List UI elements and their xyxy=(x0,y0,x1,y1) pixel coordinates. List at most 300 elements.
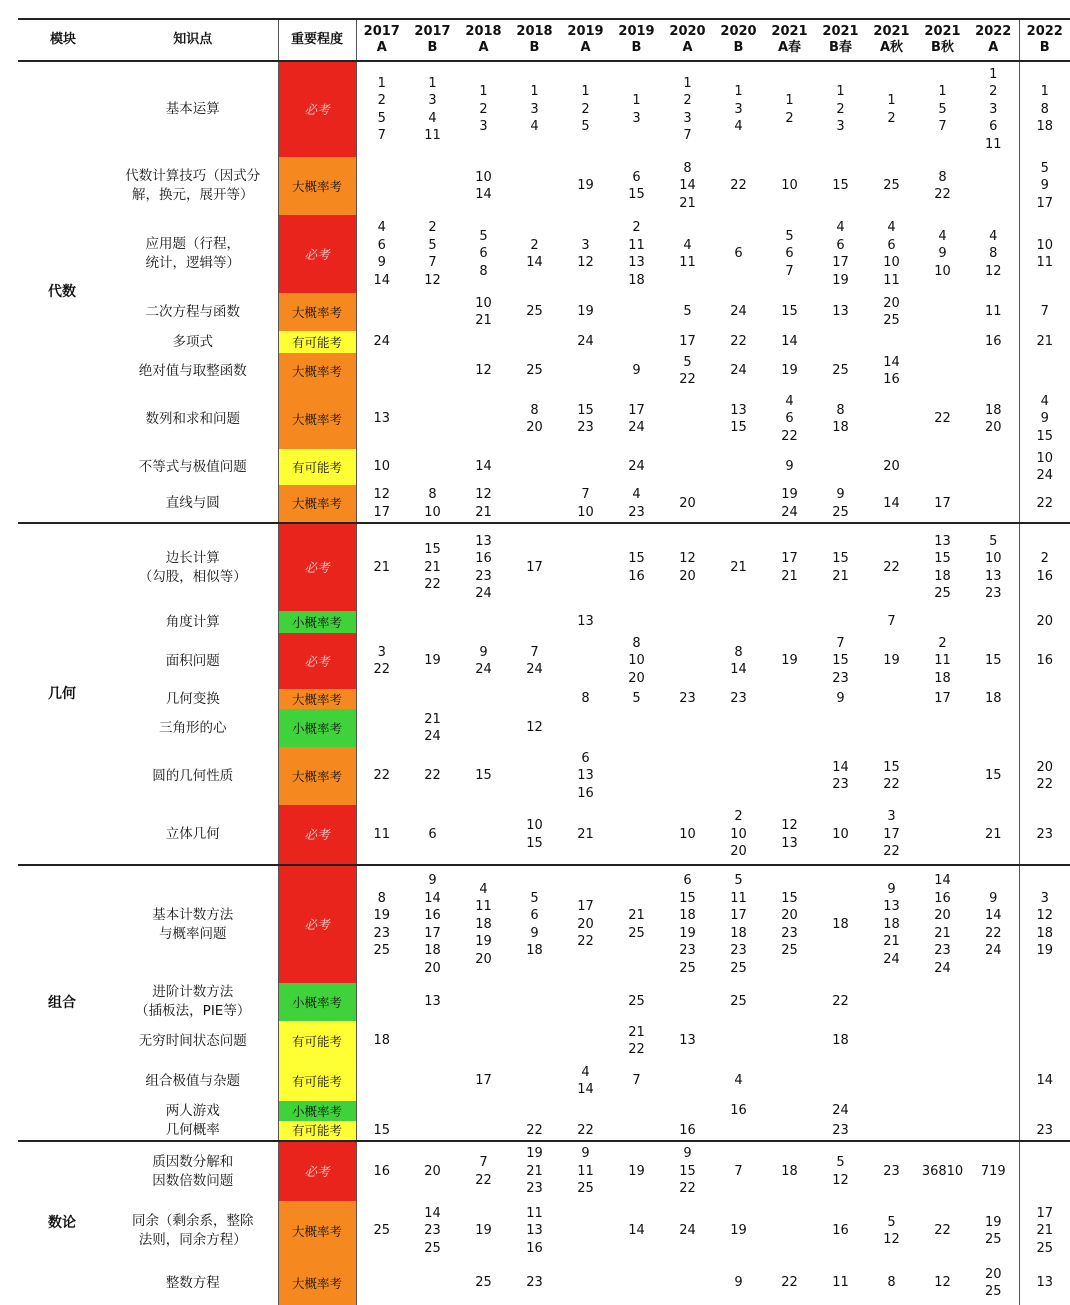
question-number-cell xyxy=(662,709,713,747)
question-number-cell: 5 11 17 18 23 25 xyxy=(713,865,764,983)
importance-badge: 必考 xyxy=(278,805,356,865)
question-number-cell xyxy=(917,611,968,633)
question-number-cell xyxy=(356,1261,407,1305)
header-year-5 xyxy=(611,19,662,61)
question-number-cell: 22 xyxy=(815,983,866,1021)
header-paper-label: B xyxy=(509,40,560,56)
question-number-cell: 36810 xyxy=(917,1141,968,1201)
table-row xyxy=(18,611,1070,633)
question-number-cell xyxy=(509,331,560,353)
question-number-cell: 8 10 20 xyxy=(611,633,662,689)
question-number-cell xyxy=(458,983,509,1021)
question-number-cell xyxy=(560,1021,611,1061)
header-year-value: 2022 xyxy=(968,24,1019,40)
question-number-cell xyxy=(509,747,560,805)
question-number-cell: 10 15 xyxy=(509,805,560,865)
question-number-cell: 5 6 8 xyxy=(458,215,509,293)
importance-badge: 大概率考 xyxy=(278,1201,356,1261)
question-number-cell xyxy=(407,331,458,353)
question-number-cell xyxy=(917,709,968,747)
table-row xyxy=(18,449,1070,485)
header-year-value: 2017 xyxy=(407,24,458,40)
question-number-cell xyxy=(764,689,815,709)
question-number-cell: 7 24 xyxy=(509,633,560,689)
question-number-cell: 12 13 xyxy=(764,805,815,865)
table-row xyxy=(18,157,1070,215)
header-year-value: 2017 xyxy=(357,24,408,40)
question-number-cell: 12 xyxy=(509,709,560,747)
table-row xyxy=(18,215,1070,293)
question-number-cell xyxy=(815,331,866,353)
question-number-cell: 7 15 23 xyxy=(815,633,866,689)
question-number-cell xyxy=(866,689,917,709)
question-number-cell: 9 14 22 24 xyxy=(968,865,1019,983)
question-number-cell: 14 16 xyxy=(866,353,917,389)
question-number-cell: 20 xyxy=(662,485,713,523)
question-number-cell xyxy=(1019,1021,1070,1061)
question-number-cell: 23 xyxy=(713,689,764,709)
header-year-value: 2021 xyxy=(764,24,815,40)
question-number-cell: 14 xyxy=(458,449,509,485)
question-number-cell xyxy=(764,1201,815,1261)
question-number-cell xyxy=(407,1021,458,1061)
question-number-cell: 12 xyxy=(917,1261,968,1305)
question-number-cell: 7 xyxy=(866,611,917,633)
question-number-cell: 4 14 xyxy=(560,1061,611,1101)
question-number-cell: 4 6 22 xyxy=(764,389,815,449)
knowledge-point: 整数方程 xyxy=(108,1261,278,1305)
question-number-cell xyxy=(917,1061,968,1101)
question-number-cell: 11 xyxy=(815,1261,866,1305)
question-number-cell: 8 22 xyxy=(917,157,968,215)
importance-badge: 大概率考 xyxy=(278,353,356,389)
knowledge-point: 应用题（行程， 统计，逻辑等） xyxy=(108,215,278,293)
header-year-value: 2021 xyxy=(866,24,917,40)
question-number-cell xyxy=(764,983,815,1021)
module-name: 数论 xyxy=(18,1141,108,1305)
header-row xyxy=(18,19,1070,61)
question-number-cell: 13 xyxy=(560,611,611,633)
question-number-cell xyxy=(611,1121,662,1141)
question-number-cell: 19 xyxy=(407,633,458,689)
knowledge-point: 绝对值与取整函数 xyxy=(108,353,278,389)
question-number-cell: 9 xyxy=(713,1261,764,1305)
question-number-cell: 21 xyxy=(1019,331,1070,353)
question-number-cell: 18 xyxy=(815,1021,866,1061)
question-number-cell: 24 xyxy=(611,449,662,485)
question-number-cell xyxy=(866,331,917,353)
question-number-cell xyxy=(356,353,407,389)
table-row xyxy=(18,865,1070,983)
question-number-cell: 16 xyxy=(356,1141,407,1201)
question-number-cell: 19 xyxy=(713,1201,764,1261)
question-number-cell xyxy=(968,485,1019,523)
question-number-cell xyxy=(917,293,968,331)
knowledge-point: 基本运算 xyxy=(108,61,278,157)
header-year-4 xyxy=(560,19,611,61)
header-paper-label: A xyxy=(458,40,509,56)
question-number-cell: 1 3 4 xyxy=(509,61,560,157)
header-paper-label: B春 xyxy=(815,40,866,56)
question-number-cell: 18 20 xyxy=(968,389,1019,449)
importance-badge: 必考 xyxy=(278,61,356,157)
question-number-cell: 4 9 15 xyxy=(1019,389,1070,449)
question-number-cell: 8 18 xyxy=(815,389,866,449)
header-year-8 xyxy=(764,19,815,61)
question-number-cell xyxy=(866,1061,917,1101)
question-number-cell: 17 xyxy=(662,331,713,353)
knowledge-point: 三角形的心 xyxy=(108,709,278,747)
knowledge-point: 进阶计数方法 （插板法，PIE等） xyxy=(108,983,278,1021)
question-number-cell xyxy=(968,709,1019,747)
importance-badge: 必考 xyxy=(278,865,356,983)
question-number-cell: 25 xyxy=(611,983,662,1021)
question-number-cell: 16 xyxy=(1019,633,1070,689)
question-number-cell: 5 9 17 xyxy=(1019,157,1070,215)
question-number-cell: 22 xyxy=(560,1121,611,1141)
question-number-cell: 22 xyxy=(407,747,458,805)
question-number-cell: 25 xyxy=(815,353,866,389)
question-number-cell xyxy=(356,689,407,709)
question-number-cell xyxy=(815,1061,866,1101)
question-number-cell: 7 22 xyxy=(458,1141,509,1201)
question-number-cell: 15 20 23 25 xyxy=(764,865,815,983)
question-number-cell: 19 xyxy=(764,353,815,389)
question-number-cell: 1 2 3 7 xyxy=(662,61,713,157)
knowledge-point: 组合极值与杂题 xyxy=(108,1061,278,1101)
question-number-cell: 20 25 xyxy=(866,293,917,331)
question-number-cell: 5 xyxy=(611,689,662,709)
table-row xyxy=(18,353,1070,389)
question-number-cell: 8 20 xyxy=(509,389,560,449)
question-number-cell: 3 22 xyxy=(356,633,407,689)
question-number-cell: 1 2 xyxy=(866,61,917,157)
table-row xyxy=(18,1261,1070,1305)
knowledge-point: 二次方程与函数 xyxy=(108,293,278,331)
header-paper-label: B秋 xyxy=(917,40,968,56)
knowledge-point: 圆的几何性质 xyxy=(108,747,278,805)
header-year-7 xyxy=(713,19,764,61)
question-number-cell xyxy=(917,983,968,1021)
header-paper-label: B xyxy=(1020,40,1070,56)
question-number-cell: 17 21 xyxy=(764,523,815,611)
question-number-cell: 8 xyxy=(560,689,611,709)
table-row xyxy=(18,805,1070,865)
question-number-cell: 19 xyxy=(866,633,917,689)
table-row xyxy=(18,389,1070,449)
question-number-cell: 23 xyxy=(1019,805,1070,865)
header-year-value: 2021 xyxy=(815,24,866,40)
knowledge-point: 质因数分解和 因数倍数问题 xyxy=(108,1141,278,1201)
question-number-cell xyxy=(356,293,407,331)
question-number-cell: 13 xyxy=(1019,1261,1070,1305)
question-number-cell: 10 xyxy=(764,157,815,215)
question-number-cell xyxy=(458,331,509,353)
question-number-cell xyxy=(356,611,407,633)
table-row xyxy=(18,983,1070,1021)
question-number-cell xyxy=(407,353,458,389)
importance-badge: 小概率考 xyxy=(278,1101,356,1121)
question-number-cell: 10 xyxy=(356,449,407,485)
question-number-cell xyxy=(968,611,1019,633)
table-body xyxy=(18,61,1070,1305)
knowledge-point: 无穷时间状态问题 xyxy=(108,1021,278,1061)
question-number-cell xyxy=(407,389,458,449)
header-year-value: 2020 xyxy=(662,24,713,40)
question-number-cell xyxy=(866,389,917,449)
question-number-cell xyxy=(560,1201,611,1261)
question-number-cell: 7 10 xyxy=(560,485,611,523)
question-number-cell xyxy=(560,983,611,1021)
question-number-cell: 16 xyxy=(968,331,1019,353)
question-number-cell xyxy=(917,805,968,865)
header-importance: 重要程度 xyxy=(278,19,356,61)
question-number-cell xyxy=(356,709,407,747)
question-number-cell: 11 xyxy=(356,805,407,865)
question-number-cell xyxy=(407,1261,458,1305)
header-year-3 xyxy=(509,19,560,61)
question-number-cell: 24 xyxy=(560,331,611,353)
question-number-cell xyxy=(560,633,611,689)
question-number-cell xyxy=(1019,709,1070,747)
question-number-cell xyxy=(407,449,458,485)
question-number-cell xyxy=(968,157,1019,215)
knowledge-point: 基本计数方法 与概率问题 xyxy=(108,865,278,983)
importance-badge: 大概率考 xyxy=(278,485,356,523)
question-number-cell xyxy=(917,747,968,805)
question-number-cell xyxy=(560,353,611,389)
question-number-cell xyxy=(611,1261,662,1305)
importance-badge: 必考 xyxy=(278,1141,356,1201)
question-number-cell: 4 6 17 19 xyxy=(815,215,866,293)
question-number-cell: 3 12 18 19 xyxy=(1019,865,1070,983)
importance-badge: 有可能考 xyxy=(278,331,356,353)
table-row xyxy=(18,61,1070,157)
question-number-cell xyxy=(662,1061,713,1101)
question-number-cell: 6 13 16 xyxy=(560,747,611,805)
question-number-cell: 7 xyxy=(1019,293,1070,331)
question-number-cell xyxy=(407,1101,458,1121)
importance-badge: 大概率考 xyxy=(278,747,356,805)
question-number-cell: 10 24 xyxy=(1019,449,1070,485)
header-paper-label: A秋 xyxy=(866,40,917,56)
question-number-cell: 17 xyxy=(917,689,968,709)
importance-badge: 大概率考 xyxy=(278,389,356,449)
question-number-cell: 16 xyxy=(713,1101,764,1121)
header-year-13 xyxy=(1019,19,1070,61)
question-number-cell: 17 xyxy=(458,1061,509,1101)
question-number-cell xyxy=(407,1061,458,1101)
question-number-cell: 2 16 xyxy=(1019,523,1070,611)
question-number-cell: 5 10 13 23 xyxy=(968,523,1019,611)
question-number-cell: 9 14 16 17 18 20 xyxy=(407,865,458,983)
question-number-cell xyxy=(407,1121,458,1141)
question-number-cell: 2 11 18 xyxy=(917,633,968,689)
question-number-cell: 10 xyxy=(662,805,713,865)
question-number-cell xyxy=(458,805,509,865)
question-number-cell: 8 14 21 xyxy=(662,157,713,215)
question-number-cell: 11 xyxy=(968,293,1019,331)
header-paper-label: A xyxy=(560,40,611,56)
question-number-cell xyxy=(1019,1141,1070,1201)
question-number-cell: 22 xyxy=(1019,485,1070,523)
question-number-cell xyxy=(713,485,764,523)
question-number-cell: 20 xyxy=(866,449,917,485)
question-number-cell xyxy=(968,449,1019,485)
question-number-cell xyxy=(611,805,662,865)
question-number-cell: 1 3 4 11 xyxy=(407,61,458,157)
question-number-cell: 7 xyxy=(713,1141,764,1201)
header-year-2 xyxy=(458,19,509,61)
question-number-cell: 20 xyxy=(1019,611,1070,633)
question-number-cell xyxy=(662,1101,713,1121)
question-number-cell xyxy=(458,709,509,747)
question-number-cell: 15 22 xyxy=(866,747,917,805)
question-number-cell: 8 19 23 25 xyxy=(356,865,407,983)
table-row xyxy=(18,1021,1070,1061)
question-number-cell xyxy=(356,1061,407,1101)
question-number-cell xyxy=(458,1101,509,1121)
question-number-cell: 10 14 xyxy=(458,157,509,215)
knowledge-point: 不等式与极值问题 xyxy=(108,449,278,485)
question-number-cell: 15 16 xyxy=(611,523,662,611)
header-year-value: 2019 xyxy=(611,24,662,40)
importance-badge: 必考 xyxy=(278,633,356,689)
question-number-cell: 23 xyxy=(1019,1121,1070,1141)
question-number-cell: 2 10 20 xyxy=(713,805,764,865)
question-number-cell: 8 xyxy=(866,1261,917,1305)
header-paper-label: B xyxy=(611,40,662,56)
question-number-cell: 1 8 18 xyxy=(1019,61,1070,157)
question-number-cell: 15 23 xyxy=(560,389,611,449)
question-number-cell: 18 xyxy=(968,689,1019,709)
question-number-cell: 9 xyxy=(815,689,866,709)
question-number-cell: 21 xyxy=(968,805,1019,865)
importance-badge: 有可能考 xyxy=(278,449,356,485)
question-number-cell: 25 xyxy=(713,983,764,1021)
question-number-cell xyxy=(764,1061,815,1101)
question-number-cell xyxy=(713,1121,764,1141)
question-number-cell: 4 xyxy=(713,1061,764,1101)
question-number-cell: 18 xyxy=(764,1141,815,1201)
question-number-cell: 2 5 7 12 xyxy=(407,215,458,293)
header-paper-label: A春 xyxy=(764,40,815,56)
question-number-cell xyxy=(611,709,662,747)
question-number-cell xyxy=(713,1021,764,1061)
header-year-1 xyxy=(407,19,458,61)
question-number-cell xyxy=(713,709,764,747)
question-number-cell xyxy=(458,1021,509,1061)
question-number-cell: 24 xyxy=(662,1201,713,1261)
question-number-cell: 13 xyxy=(356,389,407,449)
question-number-cell: 19 xyxy=(560,293,611,331)
question-number-cell: 19 xyxy=(458,1201,509,1261)
knowledge-point: 同余（剩余系，整除 法则，同余方程） xyxy=(108,1201,278,1261)
question-number-cell xyxy=(356,157,407,215)
question-number-cell: 12 20 xyxy=(662,523,713,611)
question-number-cell xyxy=(815,709,866,747)
importance-badge: 小概率考 xyxy=(278,611,356,633)
question-number-cell: 5 6 7 xyxy=(764,215,815,293)
importance-badge: 大概率考 xyxy=(278,1261,356,1305)
header-year-0 xyxy=(356,19,407,61)
question-number-cell xyxy=(1019,1101,1070,1121)
question-number-cell: 23 xyxy=(815,1121,866,1141)
question-number-cell xyxy=(560,709,611,747)
importance-badge: 有可能考 xyxy=(278,1021,356,1061)
question-number-cell xyxy=(815,449,866,485)
question-number-cell xyxy=(917,353,968,389)
table-row xyxy=(18,523,1070,611)
question-number-cell: 18 xyxy=(356,1021,407,1061)
question-number-cell xyxy=(560,1101,611,1121)
knowledge-point: 边长计算 （勾股，相似等） xyxy=(108,523,278,611)
question-number-cell: 2 14 xyxy=(509,215,560,293)
question-number-cell: 719 xyxy=(968,1141,1019,1201)
question-number-cell: 18 xyxy=(815,865,866,983)
question-number-cell xyxy=(407,689,458,709)
question-number-cell xyxy=(560,1261,611,1305)
question-number-cell: 13 16 23 24 xyxy=(458,523,509,611)
question-number-cell xyxy=(1019,353,1070,389)
header-year-6 xyxy=(662,19,713,61)
table-row xyxy=(18,331,1070,353)
question-number-cell: 19 xyxy=(764,633,815,689)
question-number-cell xyxy=(764,1101,815,1121)
question-number-cell: 4 9 10 xyxy=(917,215,968,293)
question-number-cell xyxy=(1019,689,1070,709)
importance-badge: 大概率考 xyxy=(278,293,356,331)
table-row xyxy=(18,485,1070,523)
question-number-cell xyxy=(968,1021,1019,1061)
question-number-cell: 8 14 xyxy=(713,633,764,689)
question-number-cell: 22 xyxy=(866,523,917,611)
question-number-cell xyxy=(866,983,917,1021)
importance-badge: 小概率考 xyxy=(278,983,356,1021)
question-number-cell: 5 xyxy=(662,293,713,331)
table-row xyxy=(18,1201,1070,1261)
question-number-cell xyxy=(509,1101,560,1121)
knowledge-point: 代数计算技巧（因式分 解，换元，展开等） xyxy=(108,157,278,215)
header-year-value: 2022 xyxy=(1020,24,1070,40)
question-number-cell: 5 22 xyxy=(662,353,713,389)
question-number-cell: 12 17 xyxy=(356,485,407,523)
question-number-cell xyxy=(356,983,407,1021)
table-row xyxy=(18,1101,1070,1121)
knowledge-point: 多项式 xyxy=(108,331,278,353)
question-number-cell: 24 xyxy=(713,353,764,389)
question-number-cell: 8 10 xyxy=(407,485,458,523)
table-row xyxy=(18,689,1070,709)
question-number-cell: 1 5 7 xyxy=(917,61,968,157)
question-number-cell: 17 xyxy=(917,485,968,523)
question-number-cell: 4 6 9 14 xyxy=(356,215,407,293)
question-number-cell: 5 12 xyxy=(866,1201,917,1261)
question-number-cell: 17 21 25 xyxy=(1019,1201,1070,1261)
question-number-cell: 13 15 xyxy=(713,389,764,449)
header-paper-label: A xyxy=(968,40,1019,56)
question-number-cell: 4 11 xyxy=(662,215,713,293)
question-number-cell: 14 23 xyxy=(815,747,866,805)
module-name: 几何 xyxy=(18,523,108,865)
question-number-cell xyxy=(968,1101,1019,1121)
table-row xyxy=(18,1121,1070,1141)
question-number-cell: 4 23 xyxy=(611,485,662,523)
question-number-cell: 5 6 9 18 xyxy=(509,865,560,983)
question-number-cell xyxy=(509,157,560,215)
question-number-cell: 9 24 xyxy=(458,633,509,689)
question-number-cell xyxy=(407,293,458,331)
